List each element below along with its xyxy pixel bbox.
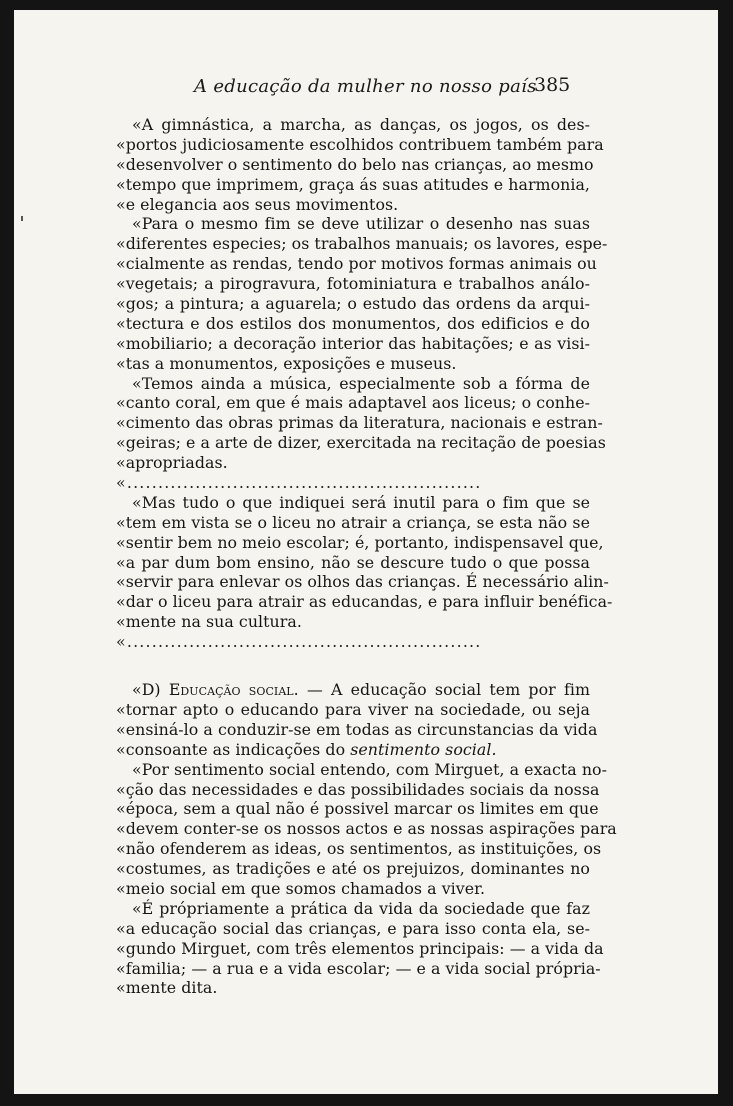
text-line: «meio social em que somos chamados a viver. <box>116 878 486 898</box>
section-heading-line <box>116 680 590 700</box>
text-span: — A educação social tem por fim <box>298 680 590 700</box>
text-line: «mobiliario; a decoração interior das habitações; e as visi- <box>116 333 590 353</box>
text-line: «cimento das obras primas da literatura, nacionais e estran- <box>116 413 603 433</box>
text-line: «vegetais; a pirogravura, fotominiatura e trabalhos análo- <box>116 274 590 294</box>
emphasis-text: sentimento social. <box>350 739 497 759</box>
page-header <box>14 70 718 100</box>
text-line: «tectura e dos estilos dos monumentos, dos edificios e do <box>116 313 590 333</box>
text-line: «tempo que imprimem, graça ás suas atitudes e harmonia, <box>116 174 590 194</box>
text-line: «devem conter-se os nossos actos e as nossas aspirações para <box>116 819 617 839</box>
text-line: «gundo Mirguet, com três elementos principais: — a vida da <box>116 938 604 958</box>
text-line: «ção das necessidades e das possibilidades sociais da nossa <box>116 779 600 799</box>
text-line: «familia; — a rua e a vida escolar; — e a vida social própria- <box>116 958 601 978</box>
text-line: «diferentes especies; os trabalhos manuais; os lavores, espe- <box>116 234 608 254</box>
text-line: «cialmente as rendas, tendo por motivos formas animais ou <box>116 254 597 274</box>
running-title: A educação da mulher no nosso país <box>194 76 537 97</box>
text-line: «Para o mesmo fim se deve utilizar o desenho nas suas <box>132 214 590 234</box>
section-gap <box>116 652 590 680</box>
text-line: «apropriadas. <box>116 453 228 473</box>
text-line: «ensiná-lo a conduzir-se em todas as circunstancias da vida <box>116 719 598 739</box>
text-line: «canto coral, em que é mais adaptavel aos liceus; o conhe- <box>116 393 590 413</box>
text-line: «dar o liceu para atrair as educandas, e para influir benéfica- <box>116 592 613 612</box>
text-line: «costumes, as tradições e até os prejuizos, dominantes no <box>116 859 590 879</box>
ellipsis-line: «......................................................... <box>116 473 482 493</box>
text-line: «a par dum bom ensino, não se descure tudo o que possa <box>116 552 590 572</box>
book-page <box>14 10 718 1094</box>
text-line: «sentir bem no meio escolar; é, portanto, indispensavel que, <box>116 532 604 552</box>
body-text <box>116 115 617 998</box>
text-line: «tem em vista se o liceu no atrair a criança, se esta não se <box>116 512 590 532</box>
section-heading: Educação social. <box>168 680 299 700</box>
margin-mark <box>21 216 23 221</box>
text-line: «época, sem a qual não é possivel marcar os limites em que <box>116 799 599 819</box>
text-line: «e elegancia aos seus movimentos. <box>116 194 399 214</box>
ellipsis-line: «......................................................... <box>116 632 482 652</box>
text-line: «tornar apto o educando para viver na sociedade, ou seja <box>116 699 590 719</box>
text-line: «desenvolver o sentimento do belo nas crianças, ao mesmo <box>116 154 594 174</box>
text-line: «Mas tudo o que indiquei será inutil para o fim que se <box>132 492 590 512</box>
text-line: «servir para enlevar os olhos das crianças. É necessário alin- <box>116 572 609 592</box>
text-line: «mente na sua cultura. <box>116 612 302 632</box>
text-line: «Temos ainda a música, especialmente sob a fórma de <box>132 373 590 393</box>
text-line <box>116 740 590 760</box>
page-number: 385 <box>534 74 571 96</box>
text-line: «tas a monumentos, exposições e museus. <box>116 353 457 373</box>
text-line: «portos judiciosamente escolhidos contribuem também para <box>116 134 604 154</box>
text-line: «geiras; e a arte de dizer, exercitada na recitação de poesias <box>116 433 606 453</box>
text-line: «a educação social das crianças, e para isso conta ela, se- <box>116 918 590 938</box>
text-line: «Por sentimento social entendo, com Mirguet, a exacta no- <box>132 759 607 779</box>
text-line: «A gimnástica, a marcha, as danças, os jogos, os des- <box>132 115 590 134</box>
text-line: «É própriamente a prática da vida da sociedade que faz <box>132 898 590 918</box>
text-line: «mente dita. <box>116 978 218 998</box>
text-line: «gos; a pintura; a aguarela; o estudo das ordens da arqui- <box>116 294 590 314</box>
text-span: «consoante as indicações do <box>116 739 351 759</box>
text-span: «D) <box>132 680 169 700</box>
text-line: «não ofenderem as ideas, os sentimentos, as instituições, os <box>116 839 602 859</box>
